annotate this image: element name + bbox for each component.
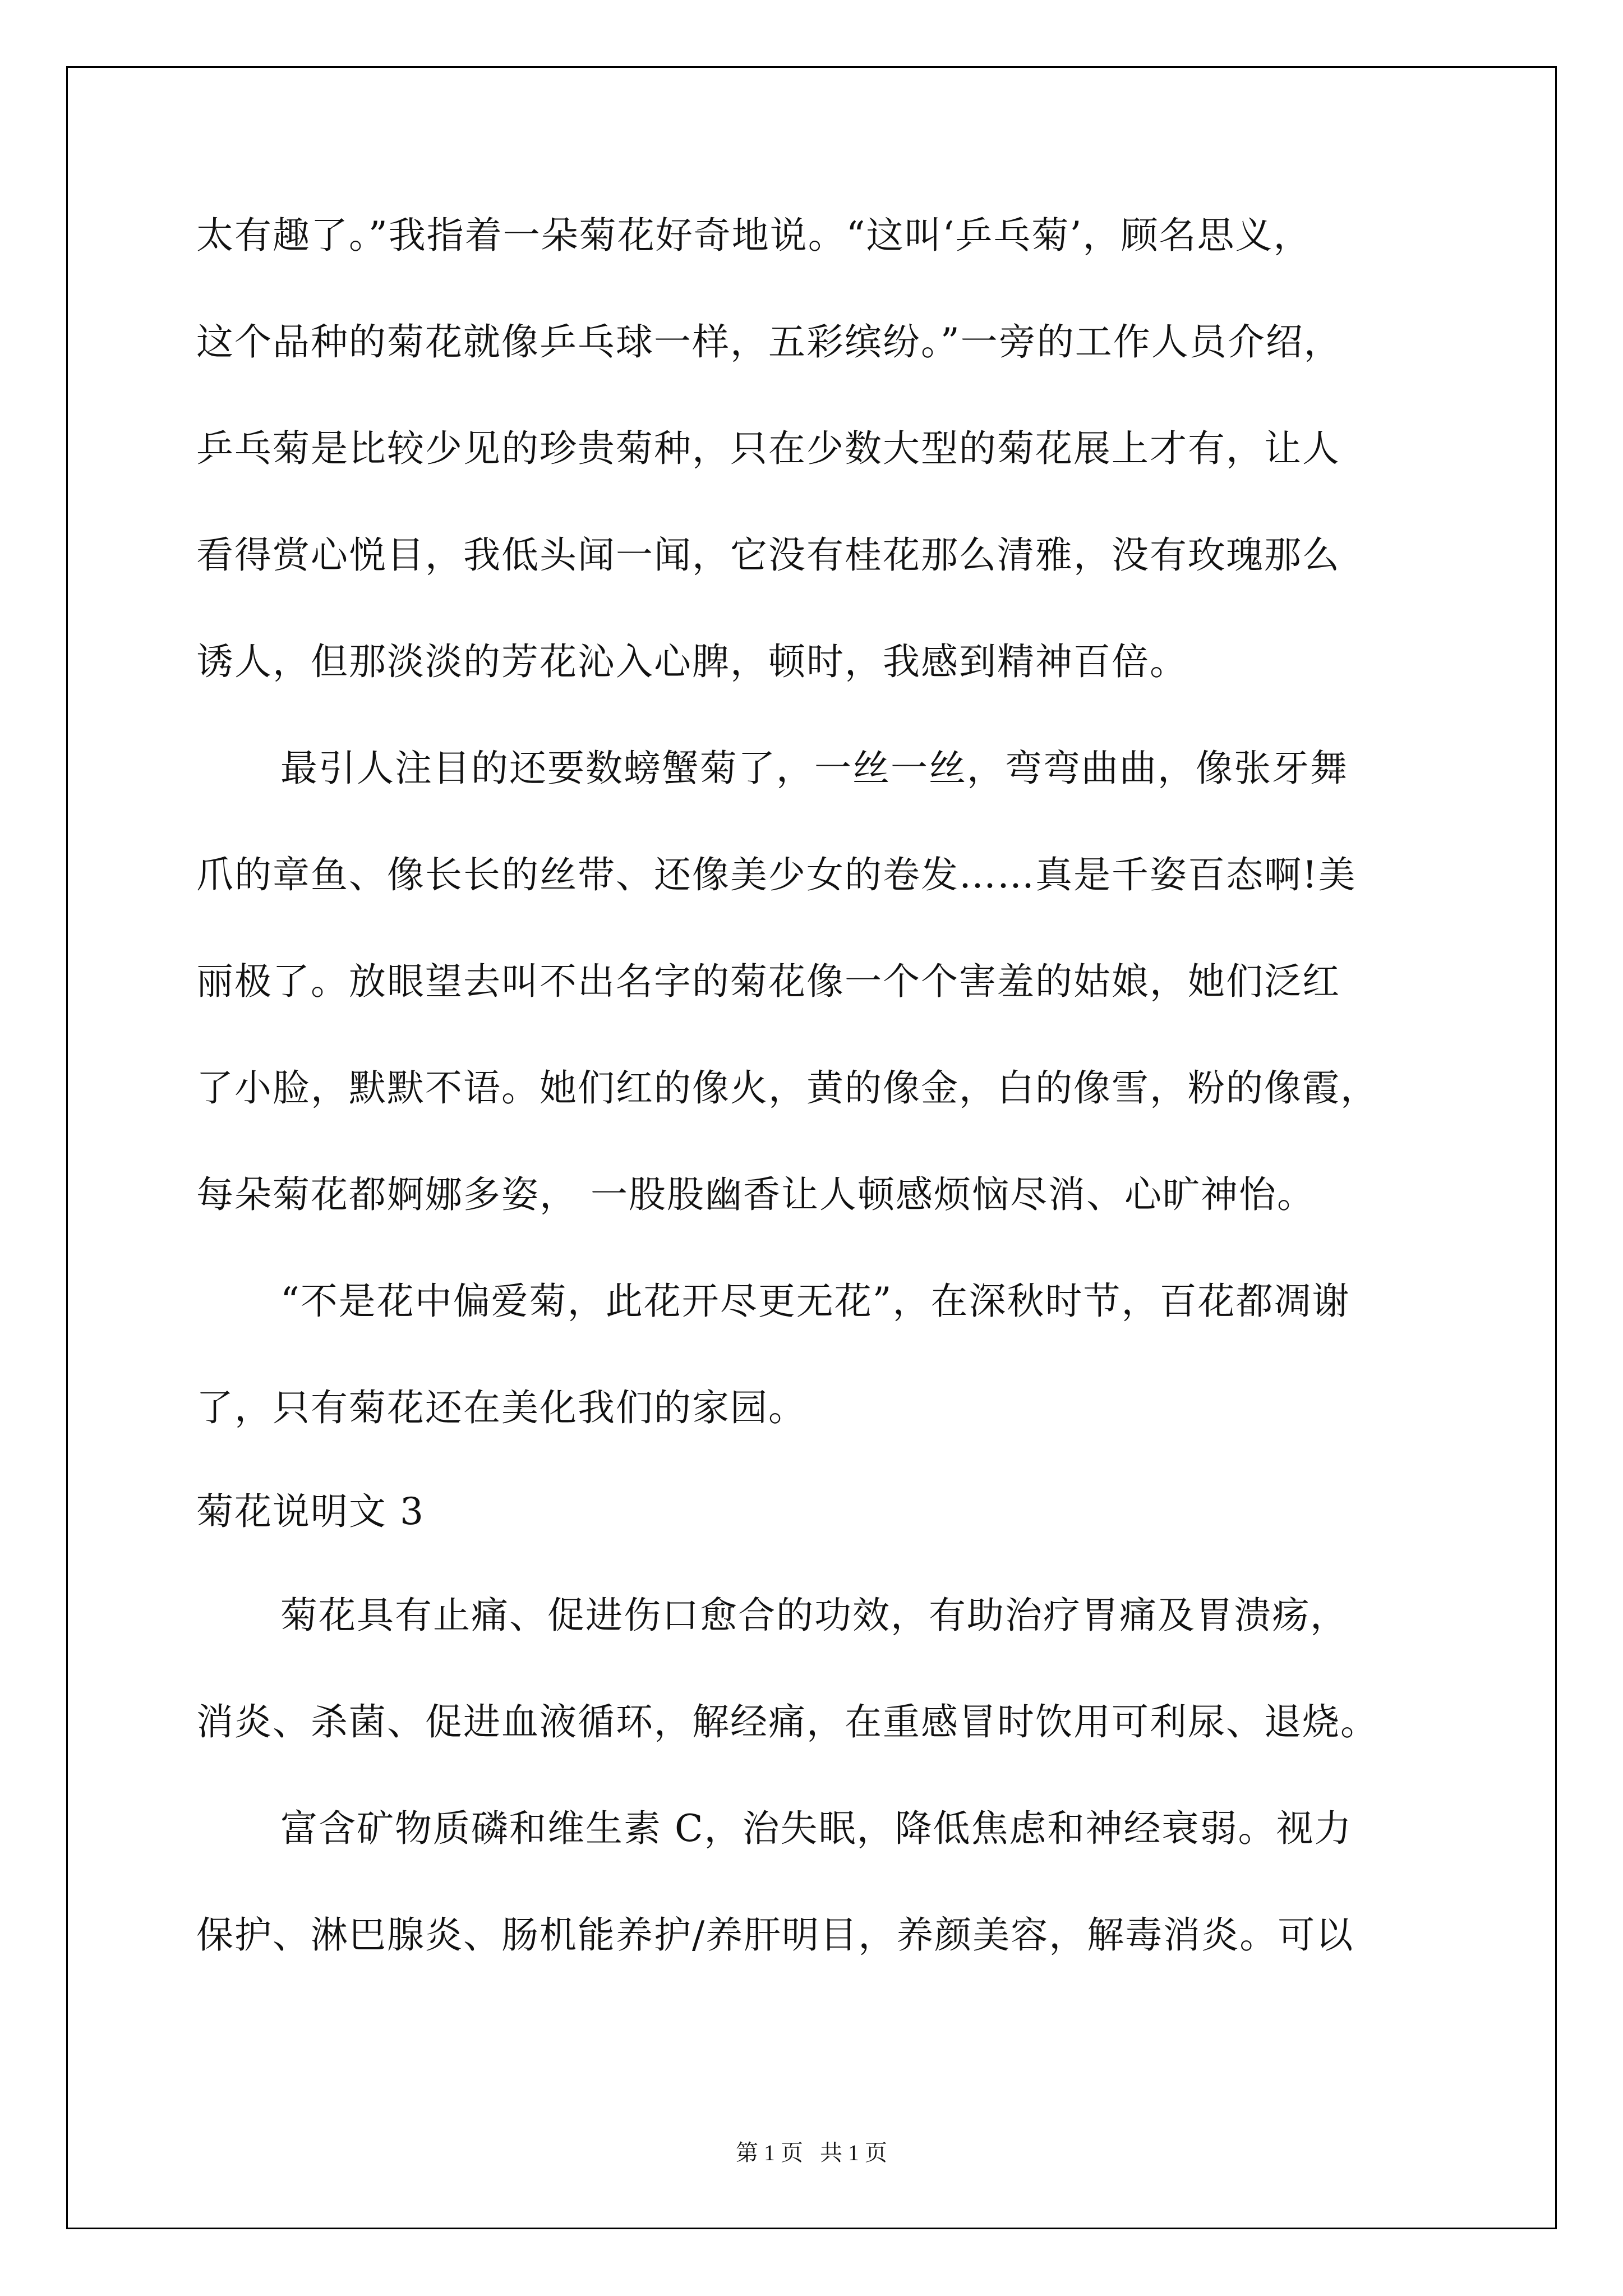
paragraph-first-line: “不是花中偏爱菊，此花开尽更无花”，在深秋时节，百花都凋谢 xyxy=(280,1280,1350,1323)
text-line: 太有趣了。”我指着一朵菊花好奇地说。“这叫‘乒乓菊’，顾名思义， xyxy=(196,214,1312,257)
section-heading: 菊花说明文 3 xyxy=(196,1490,425,1533)
paragraph-first-line: 菊花具有止痛、促进伤口愈合的功效，有助治疗胃痛及胃溃疡， xyxy=(280,1594,1348,1637)
page-footer: 第 1 页 共 1 页 xyxy=(736,2140,887,2165)
text-line: 保护、淋巴腺炎、肠机能养护/养肝明目，养颜美容，解毒消炎。可以 xyxy=(196,1913,1354,1957)
text-line: 每朵菊花都婀娜多姿， 一股股幽香让人顿感烦恼尽消、心旷神怡。 xyxy=(196,1173,1315,1216)
text-line: 了小脸，默默不语。她们红的像火，黄的像金，白的像雪，粉的像霞， xyxy=(196,1066,1378,1110)
text-line: 这个品种的菊花就像乒乓球一样，五彩缤纷。”一旁的工作人员介绍， xyxy=(196,320,1342,364)
text-line: 了，只有菊花还在美化我们的家园。 xyxy=(196,1386,806,1429)
text-line: 消炎、杀菌、促进血液循环，解经痛，在重感冒时饮用可利尿、退烧。 xyxy=(196,1700,1378,1743)
text-line: 乒乓菊是比较少见的珍贵菊种，只在少数大型的菊花展上才有，让人 xyxy=(196,427,1340,470)
paragraph-first-line: 最引人注目的还要数螃蟹菊了，一丝一丝，弯弯曲曲，像张牙舞 xyxy=(280,747,1348,790)
paragraph-first-line: 富含矿物质磷和维生素 C，治失眠，降低焦虑和神经衰弱。视力 xyxy=(280,1807,1353,1850)
page-border xyxy=(66,66,1557,2229)
text-line: 诱人，但那淡淡的芳花沁入心脾，顿时，我感到精神百倍。 xyxy=(196,640,1188,683)
text-line: 爪的章鱼、像长长的丝带、还像美少女的卷发……真是千姿百态啊!美 xyxy=(196,853,1357,896)
text-line: 看得赏心悦目，我低头闻一闻，它没有桂花那么清雅，没有玫瑰那么 xyxy=(196,533,1340,577)
text-line: 丽极了。放眼望去叫不出名字的菊花像一个个害羞的姑娘，她们泛红 xyxy=(196,960,1340,1003)
